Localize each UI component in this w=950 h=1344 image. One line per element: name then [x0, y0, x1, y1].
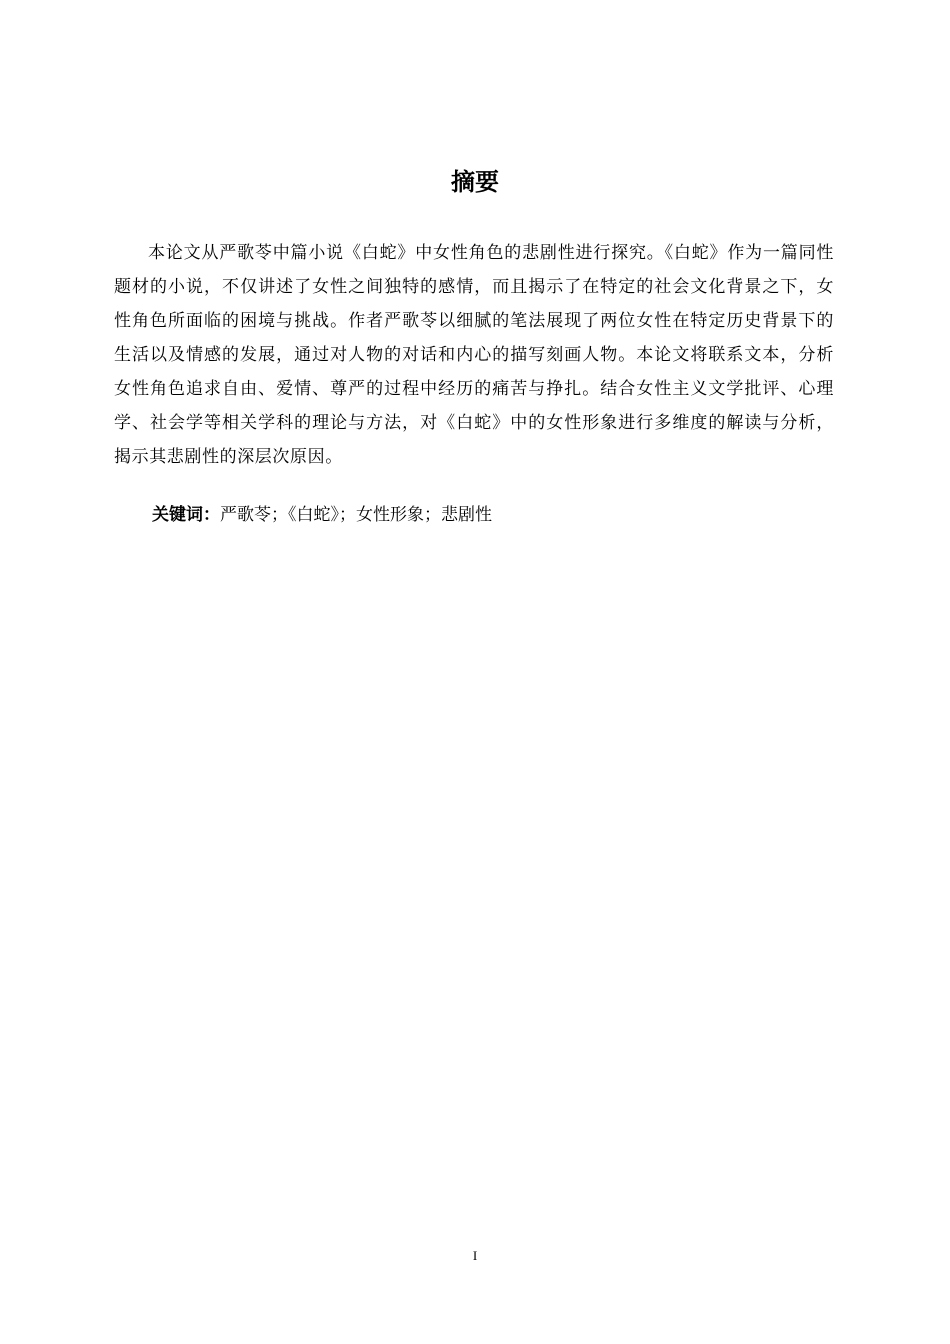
keywords-label: 关键词： [152, 505, 220, 525]
page-title: 摘要 [451, 168, 499, 196]
abstract-paragraph: 本论文从严歌苓中篇小说《白蛇》中女性角色的悲剧性进行探究。《白蛇》作为一篇同性题材的小说，不仅讲述了女性之间独特的感情，而且揭示了在特定的社会文化背景之下，女性角色所面临的困境与挑战。作者严歌苓以细腻的笔法展现了两位女性在特定历史背景下的生活以及情感的发展，通过对人物的对话和内心的描写刻画人物。本论文将联系文本，分析女性角色追求自由、爱情、尊严的过程中经历的痛苦与挣扎。结合女性主义文学批评、心理学、社会学等相关学科的理论与方法，对《白蛇》中的女性形象进行多维度的解读与分析，揭示其悲剧性的深层次原因。 [114, 243, 834, 467]
keywords-line [152, 500, 832, 530]
page-number: I [472, 1248, 478, 1263]
keywords-value: 严歌苓；《白蛇》；女性形象；悲剧性 [220, 505, 492, 525]
